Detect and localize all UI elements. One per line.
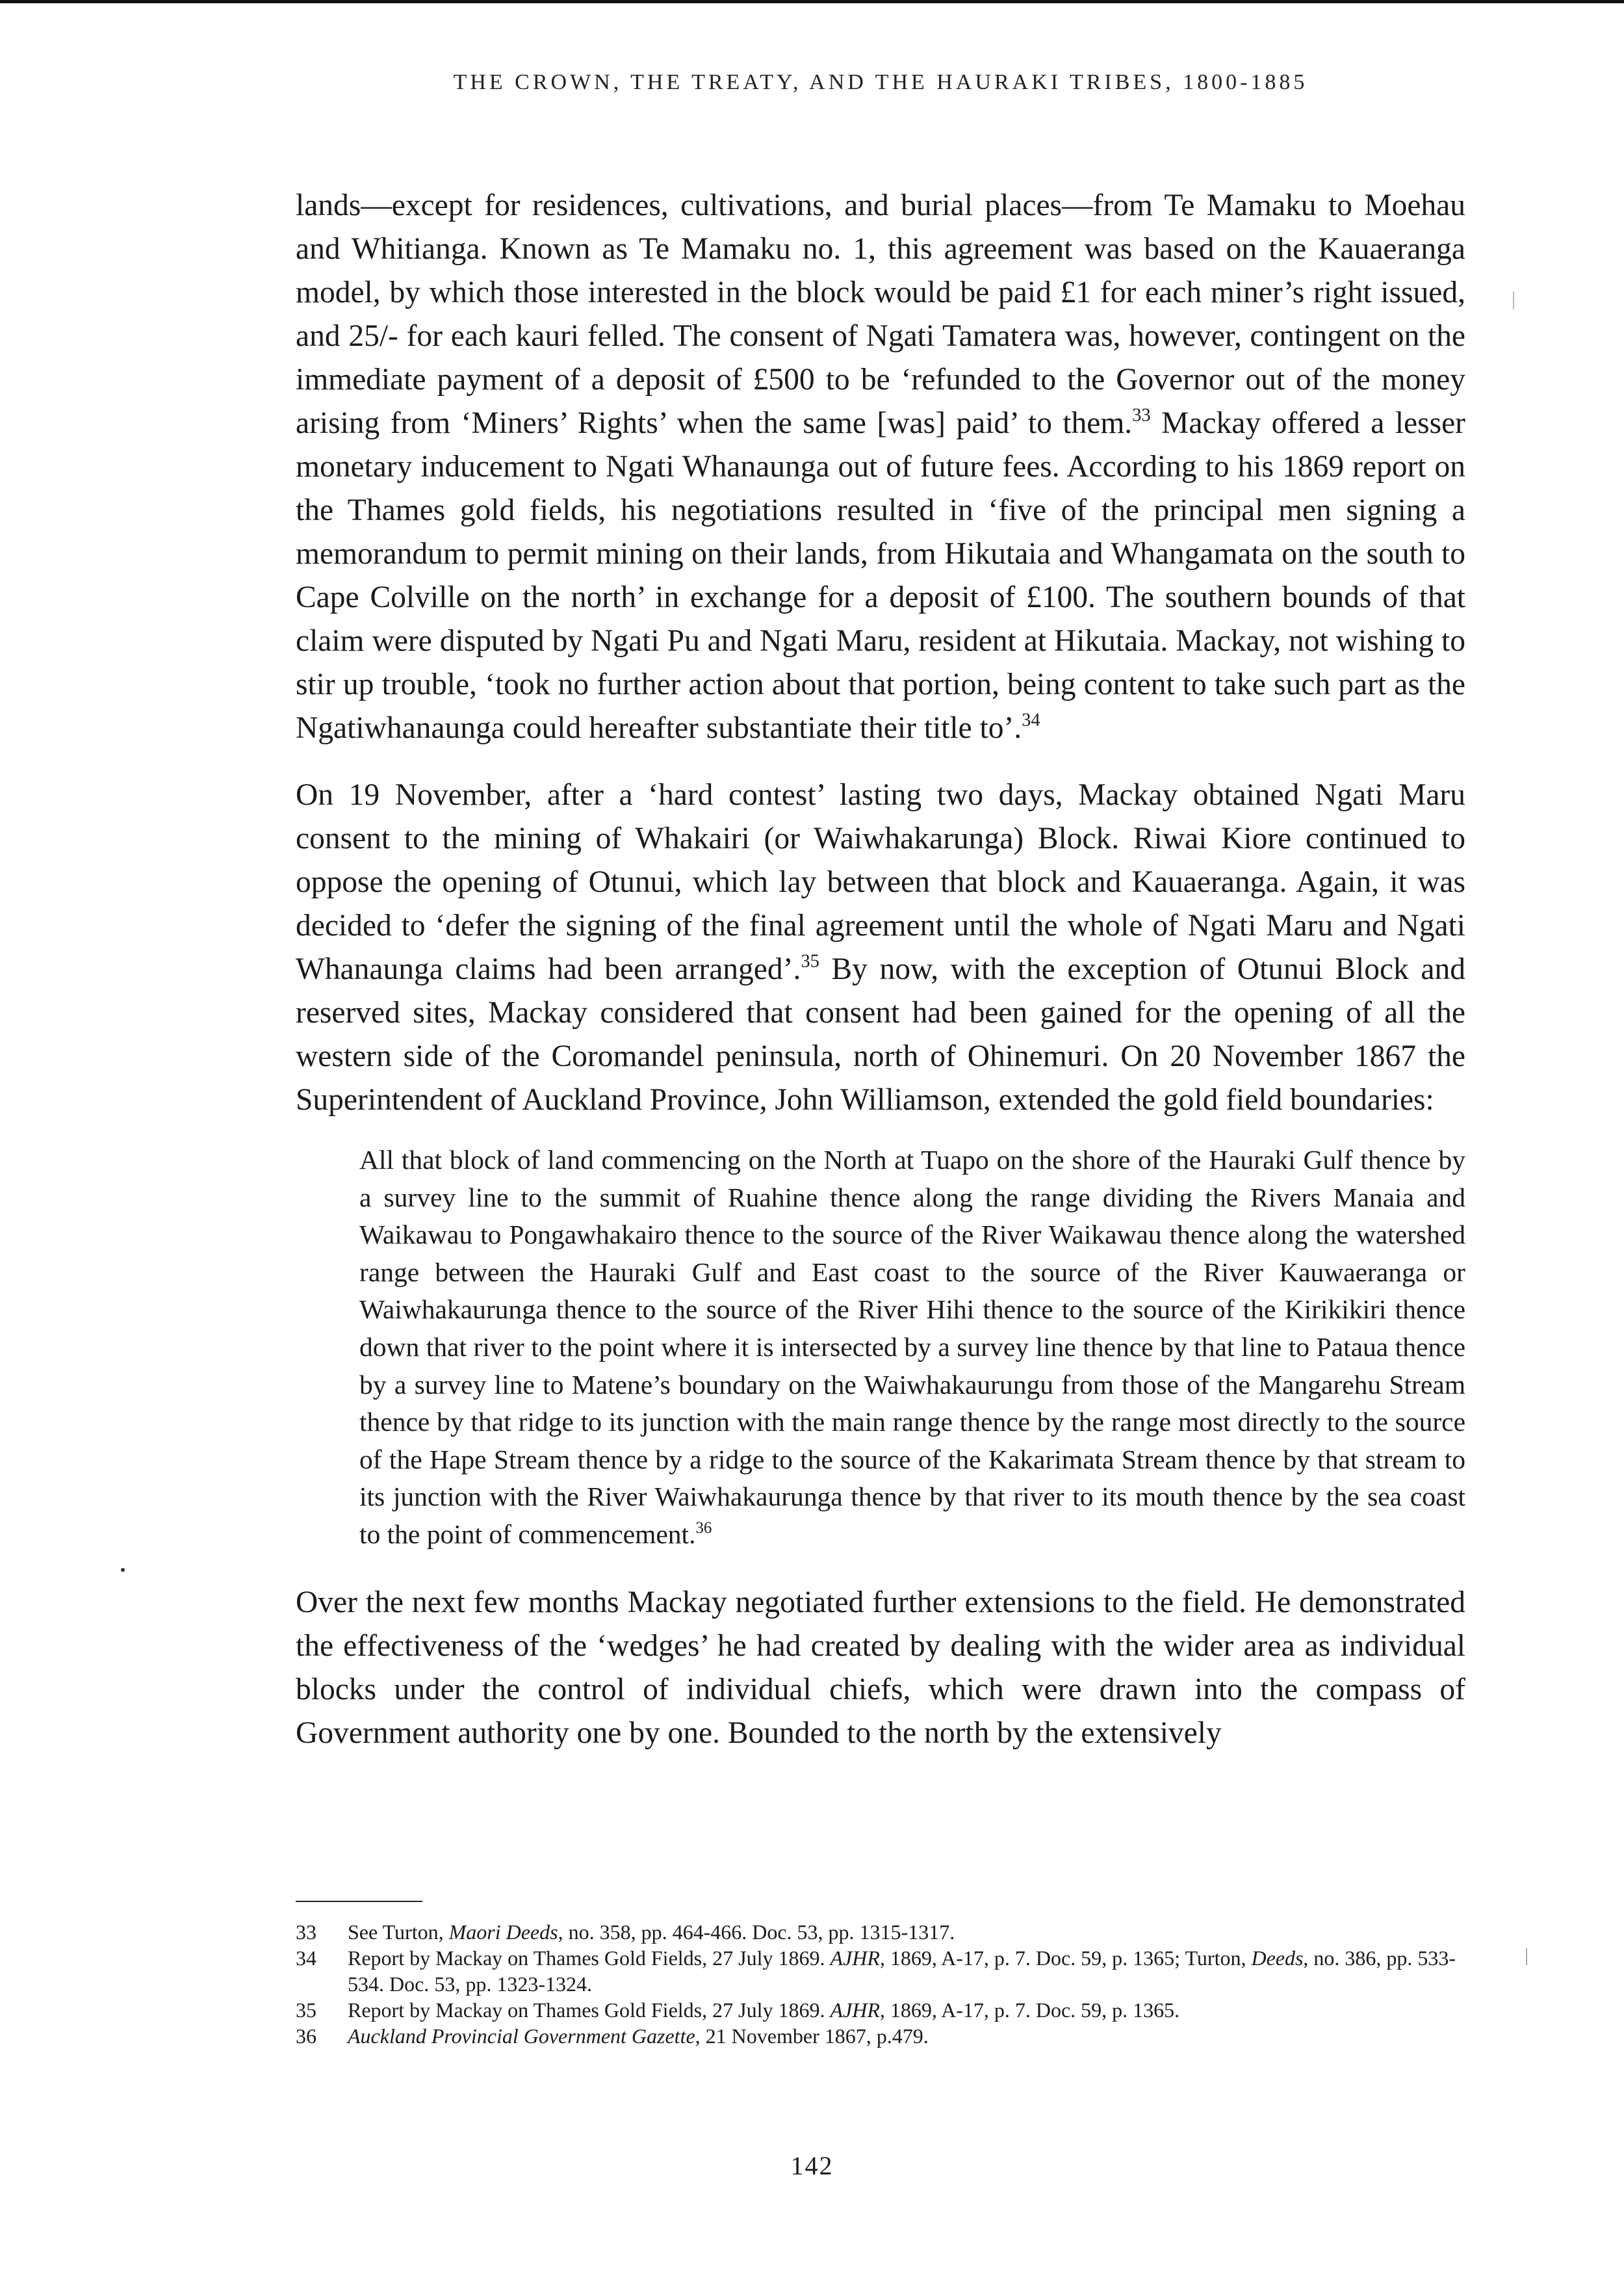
main-text bbox=[296, 184, 1465, 1779]
italic-title: AJHR bbox=[830, 1998, 880, 2022]
text-run: See Turton, bbox=[348, 1920, 449, 1944]
footnote bbox=[296, 2023, 1465, 2049]
italic-title: Maori Deeds bbox=[448, 1920, 558, 1944]
body-paragraph bbox=[296, 774, 1465, 1122]
footnote-ref: 36 bbox=[695, 1519, 712, 1537]
text-run: , 21 November 1867, p.479. bbox=[695, 2024, 929, 2048]
footnote-divider bbox=[296, 1901, 422, 1902]
italic-title: Auckland Provincial Government Gazette bbox=[348, 2024, 695, 2048]
footnote-ref: 34 bbox=[1022, 710, 1040, 731]
body-paragraph bbox=[296, 184, 1465, 750]
footnote-text bbox=[348, 1919, 1465, 1945]
footnote-ref: 33 bbox=[1132, 405, 1151, 426]
footnote-number: 33 bbox=[296, 1920, 316, 1944]
body-paragraph bbox=[296, 1581, 1465, 1755]
scan-mark bbox=[1526, 1948, 1527, 1965]
footnote bbox=[296, 1919, 1465, 1945]
scan-mark bbox=[1513, 291, 1514, 309]
text-run: , no. 386, pp. 533-534. Doc. 53, pp. 1323-1324. bbox=[348, 1946, 1456, 1996]
text-run: Report by Mackay on Thames Gold Fields, 27 July 1869. bbox=[348, 1946, 831, 1970]
scan-speck bbox=[121, 1568, 125, 1572]
text-run: All that block of land commencing on the North at Tuapo on the shore of the Hauraki Gulf thence by a survey line to the summit of Ruahine thence along the range dividing the Rivers Manaia and Waikawau to Pongawhakairo thence to the source of the River Waikawau thence along the watershed range between the Hauraki Gulf and East coast to the source of the River Kauwaeranga or Waiwhakaurunga thence to the source of the River Hihi thence to the source of the Kirikikiri thence down that river to the point where it is intersected by a survey line thence by that line to Pataua thence by a survey line to Matene’s boundary on the Waiwhakaurungu from those of the Mangarehu Stream thence by that ridge to its junction with the main range thence by the range most directly to the source of the Hape Stream thence by a ridge to the source of the Kakarimata Stream thence by that stream to its junction with the River Waiwhakaurunga thence by that river to its mouth thence by the sea coast to the point of commencement. bbox=[359, 1145, 1465, 1549]
text-run: , 1869, A-17, p. 7. Doc. 59, p. 1365; Turton, bbox=[879, 1946, 1252, 1970]
block-quote bbox=[359, 1142, 1465, 1554]
footnote-number: 34 bbox=[296, 1946, 316, 1970]
footnote-number: 36 bbox=[296, 2024, 316, 2048]
text-run: , no. 358, pp. 464-466. Doc. 53, pp. 1315-1317. bbox=[558, 1920, 955, 1944]
footnote-ref: 35 bbox=[801, 951, 819, 972]
page-number: 142 bbox=[790, 2151, 834, 2180]
running-head: THE CROWN, THE TREATY, AND THE HAURAKI TRIBES, 1800-1885 bbox=[453, 70, 1308, 94]
text-run: By now, with the exception of Otunui Block and reserved sites, Mackay considered that consent had been gained for the opening of all the western side of the Coromandel peninsula, north of Ohinemuri. On 20 November 1867 the Superintendent of Auckland Province, John Williamson, extended the gold field boundaries: bbox=[296, 952, 1465, 1117]
footnote-number: 35 bbox=[296, 1998, 316, 2022]
footnote bbox=[296, 1997, 1465, 2023]
footnote bbox=[296, 1945, 1465, 1997]
footnote-text bbox=[348, 2023, 1465, 2049]
text-run: Mackay offered a lesser monetary inducement to Ngati Whanaunga out of future fees. According to his 1869 report on the Thames gold fields, his negotiations resulted in ‘five of the principal men signing a memorandum to permit mining on their lands, from Hikutaia and Whangamata on the south to Cape Colville on the north’ in exchange for a deposit of £100. The southern bounds of that claim were disputed by Ngati Pu and Ngati Maru, resident at Hikutaia. Mackay, not wishing to stir up trouble, ‘took no further action about that portion, being content to take such part as the Ngatiwhanaunga could hereafter substantiate their title to’. bbox=[296, 406, 1465, 745]
italic-title: AJHR bbox=[830, 1946, 880, 1970]
text-run: Over the next few months Mackay negotiated further extensions to the field. He demonstrated the effectiveness of the ‘wedges’ he had created by dealing with the wider area as individual blocks under the control of individual chiefs, which were drawn into the compass of Government authority one by one. Bounded to the north by the extensively bbox=[296, 1585, 1465, 1750]
footnote-text bbox=[348, 1997, 1465, 2023]
italic-title: Deeds bbox=[1251, 1946, 1304, 1970]
text-run: Report by Mackay on Thames Gold Fields, 27 July 1869. bbox=[348, 1998, 831, 2022]
text-run: , 1869, A-17, p. 7. Doc. 59, p. 1365. bbox=[879, 1998, 1180, 2022]
footnote-text bbox=[348, 1945, 1465, 1997]
text-run: On 19 November, after a ‘hard contest’ lasting two days, Mackay obtained Ngati Maru consent to the mining of Whakairi (or Waiwhakarunga) Block. Riwai Kiore continued to oppose the opening of Otunui, which lay between that block and Kauaeranga. Again, it was decided to ‘defer the signing of the final agreement until the whole of Ngati Maru and Ngati Whanaunga claims had been arranged’. bbox=[296, 778, 1465, 986]
top-border-rule bbox=[0, 0, 1624, 3]
footnotes bbox=[296, 1919, 1465, 2049]
text-run: lands—except for residences, cultivations, and burial places—from Te Mamaku to Moehau and Whitianga. Known as Te Mamaku no. 1, this agreement was based on the Kauaeranga model, by which those interested in the block would be paid £1 for each miner’s right issued, and 25/- for each kauri felled. The consent of Ngati Tamatera was, however, contingent on the immediate payment of a deposit of £500 to be ‘refunded to the Governor out of the money arising from ‘Miners’ Rights’ when the same [was] paid’ to them. bbox=[296, 189, 1465, 440]
